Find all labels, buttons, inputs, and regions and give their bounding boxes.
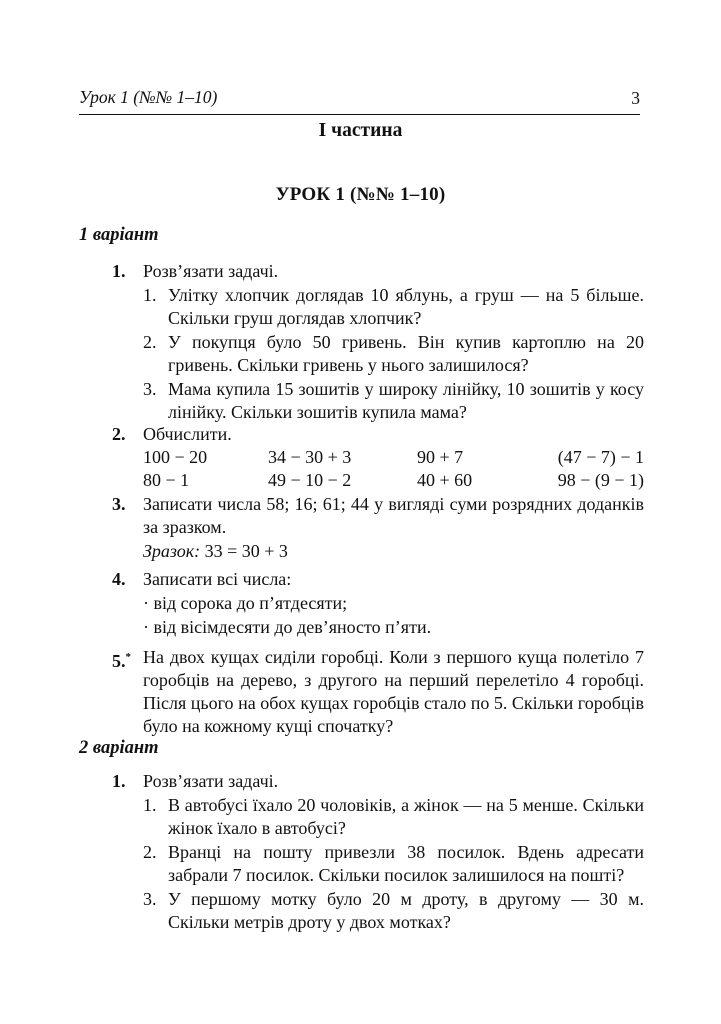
v1-task-5 — [112, 646, 644, 738]
expression: 90 + 7 — [417, 447, 464, 467]
subtask-text: У першому мотку було 20 м дроту, в другому — 30 м. Скільки метрів дроту у двох мотках? — [168, 889, 644, 932]
v1-task-3 — [112, 493, 644, 563]
expression: 34 − 30 + 3 — [268, 447, 352, 467]
subtask — [143, 331, 644, 377]
task-text: Розв’язати задачі. — [143, 261, 279, 281]
expression: 80 − 1 — [143, 470, 190, 490]
bullet-item: · від вісімдесяти до дев’яносто п’яти. — [143, 617, 432, 637]
sample-label: Зразок: — [143, 541, 201, 561]
part-title: І частина — [318, 120, 403, 141]
variant-2-heading: 2 варіант — [79, 738, 159, 758]
subtask-text: Улітку хлопчик доглядав 10 яблунь, а груш — на 5 більше. Скільки груш доглядав хлопчик? — [168, 285, 644, 328]
subtask-number: 1. — [143, 285, 157, 305]
task-text: Записати числа 58; 16; 61; 44 у вигляді суми розрядних доданків за зразком. — [143, 494, 644, 537]
subtask-number: 2. — [143, 332, 157, 352]
subtask-number: 1. — [143, 795, 157, 815]
task-text: Обчислити. — [143, 424, 232, 444]
subtask-number: 3. — [143, 889, 157, 909]
subtask-text: Мама купила 15 зошитів у широку лінійку, 10 зошитів у косу лінійку. Скільки зошитів купила мама? — [168, 379, 644, 422]
running-header — [79, 86, 640, 115]
v1-task-2 — [112, 423, 644, 492]
subtask — [143, 888, 644, 934]
task-number: 4. — [112, 569, 126, 589]
task-number-value: 5. — [112, 651, 126, 671]
task-number: 1. — [112, 771, 126, 791]
page-number: 3 — [631, 88, 640, 108]
v1-task-4 — [112, 568, 644, 639]
subtask-number: 3. — [143, 379, 157, 399]
subtask — [143, 378, 644, 424]
subtask-text: У покупця було 50 гривень. Він купив картоплю на 20 гривень. Скільки гривень у нього залишилося? — [168, 332, 644, 375]
task-text: На двох кущах сиділи горобці. Коли з першого куща полетіло 7 горобців на дерево, з другого на перший перелетіло 4 горобці. Після цього на обох кущах горобців стало по 5. Скільки горобців було на кожному кущі спочатку? — [143, 647, 644, 736]
difficulty-star: * — [125, 651, 131, 663]
v2-task-1 — [112, 770, 644, 934]
expression: 40 + 60 — [417, 470, 473, 490]
running-title: Урок 1 (№№ 1–10) — [79, 87, 218, 107]
task-number: 1. — [112, 261, 126, 281]
subtask-text: Вранці на пошту привезли 38 посилок. Вдень адресати забрали 7 посилок. Скільки посилок залишилося на пошті? — [168, 842, 644, 885]
variant-1-heading: 1 варіант — [79, 225, 159, 245]
bullet-item: · від сорока до п’ятдесяти; — [143, 593, 348, 613]
subtask-text: В автобусі їхало 20 чоловіків, а жінок — на 5 менше. Скільки жінок їхало в автобусі? — [168, 795, 644, 838]
task-number: 3. — [112, 494, 126, 514]
task-number: 2. — [112, 424, 126, 444]
lesson-title: УРОК 1 (№№ 1–10) — [275, 184, 446, 205]
subtask — [143, 284, 644, 330]
expression: 49 − 10 − 2 — [268, 470, 352, 490]
expression: 100 − 20 — [143, 447, 208, 467]
expression: (47 − 7) − 1 — [557, 447, 644, 467]
task-text: Розв’язати задачі. — [143, 771, 279, 791]
subtask — [143, 841, 644, 887]
v1-task-1 — [112, 260, 644, 424]
subtask — [143, 794, 644, 840]
expression-grid — [143, 446, 644, 492]
expression: 98 − (9 − 1) — [557, 470, 644, 490]
sample-text: 33 = 30 + 3 — [200, 541, 288, 561]
task-text: Записати всі числа: — [143, 569, 292, 589]
task-number — [112, 646, 131, 673]
subtask-number: 2. — [143, 842, 157, 862]
sample-line — [143, 540, 644, 563]
